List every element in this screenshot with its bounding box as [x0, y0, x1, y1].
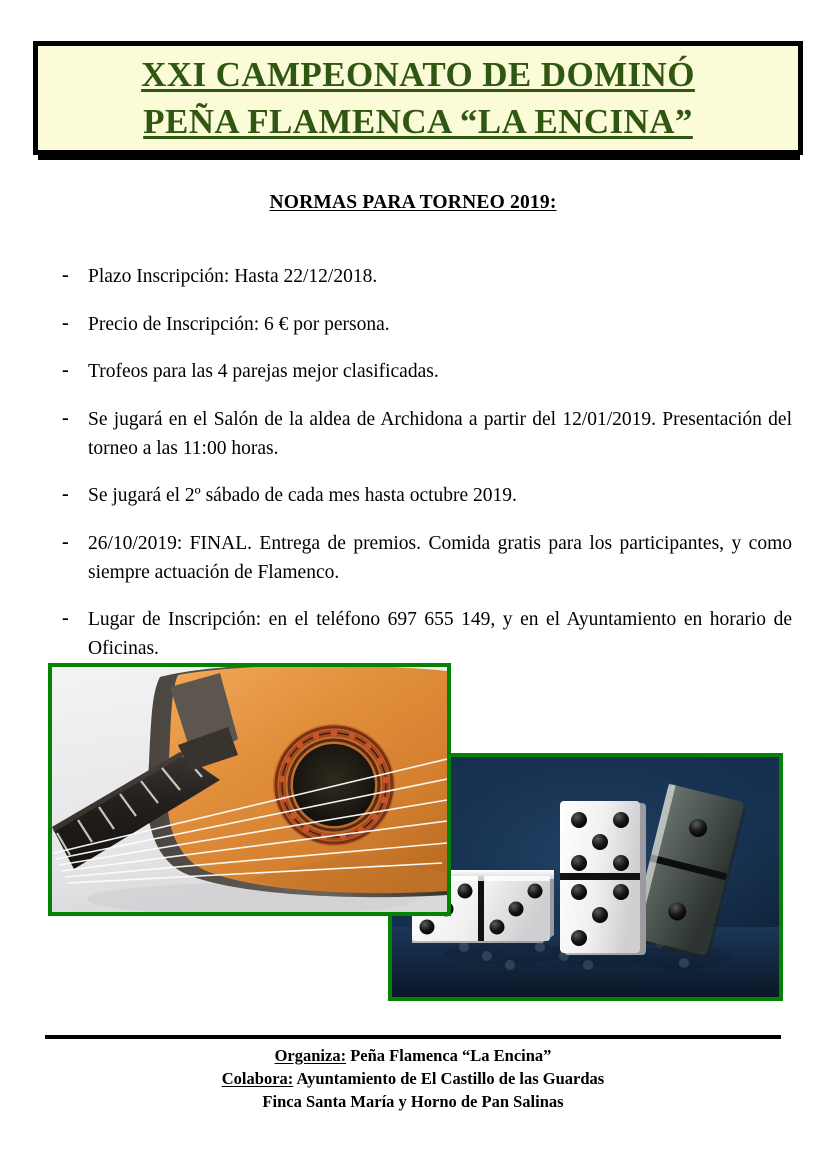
bullet-dash-icon: - — [62, 406, 69, 429]
footer-colabora — [0, 1067, 826, 1090]
bullet-dash-icon: - — [62, 530, 69, 553]
bullet-dash-icon: - — [62, 359, 69, 381]
list-item — [60, 262, 792, 291]
title-line-1: XXI CAMPEONATO DE DOMINÓ — [141, 55, 695, 94]
list-item-text: Se jugará el 2º sábado de cada mes hasta octubre 2019. — [88, 485, 517, 506]
guitar-illustration — [52, 667, 447, 912]
footer-extra: Finca Santa María y Horno de Pan Salinas — [262, 1092, 564, 1111]
list-item — [60, 529, 792, 587]
list-item — [60, 481, 792, 510]
footer-organiza — [0, 1044, 826, 1067]
list-item-text: Trofeos para las 4 parejas mejor clasificadas. — [88, 361, 439, 382]
rules-list — [60, 262, 792, 663]
list-item-text: Lugar de Inscripción: en el teléfono 697 655 149, y en el Ayuntamiento en horario de Oficinas. — [88, 609, 792, 659]
bullet-dash-icon: - — [62, 483, 69, 505]
footer-organiza-value: Peña Flamenca “La Encina” — [350, 1046, 552, 1065]
rules-heading: NORMAS PARA TORNEO 2019: — [269, 192, 557, 213]
footer-colabora-label: Colabora: — [221, 1069, 294, 1088]
footer-organiza-label: Organiza: — [274, 1046, 347, 1065]
list-item — [60, 405, 792, 463]
list-item — [60, 357, 792, 386]
bullet-dash-icon: - — [62, 311, 69, 334]
bullet-dash-icon: - — [62, 264, 69, 286]
title-line-2: PEÑA FLAMENCA “LA ENCINA” — [143, 102, 693, 141]
title-banner — [33, 41, 803, 155]
list-item-text: 26/10/2019: FINAL. Entrega de premios. Comida gratis para los participantes, y como siempre actuación de Flamenco. — [88, 532, 792, 583]
footer-colabora-value: Ayuntamiento de El Castillo de las Guardas — [296, 1069, 605, 1088]
footer-divider — [45, 1035, 781, 1039]
list-item — [60, 310, 792, 339]
list-item-text: Precio de Inscripción: 6 € por persona. — [88, 313, 390, 335]
bullet-dash-icon: - — [62, 607, 69, 629]
list-item — [60, 605, 792, 663]
list-item-text: Plazo Inscripción: Hasta 22/12/2018. — [88, 266, 378, 287]
list-item-text: Se jugará en el Salón de la aldea de Archidona a partir del 12/01/2019. Presentación del torneo a las 11:00 horas. — [88, 408, 792, 459]
footer — [0, 1044, 826, 1113]
classical-guitar-photo — [48, 663, 451, 916]
